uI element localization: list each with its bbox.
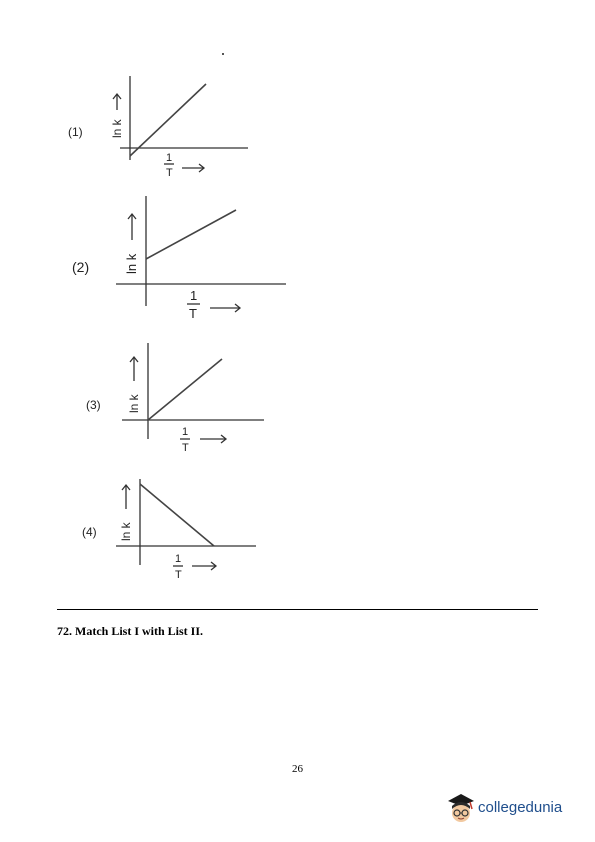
svg-text:1: 1 [175,553,182,565]
section-divider [57,609,538,610]
graph-4 [60,465,270,590]
graph-4-label: (4) [82,525,97,539]
graph-1-y-axis-label [110,94,124,138]
graph-3 [60,335,280,465]
svg-text:1: 1 [182,426,189,438]
svg-text:ln k: ln k [124,253,139,274]
graph-1-label: (1) [68,125,83,139]
graph-4-plot-line [140,484,214,546]
graph-3-x-axis-label [180,426,226,454]
graph-4-y-axis-label [119,485,133,541]
svg-text:T: T [182,442,189,454]
svg-text:ln k: ln k [127,394,141,413]
svg-text:ln k: ln k [110,119,124,138]
collegedunia-logo [444,789,589,829]
svg-text:T: T [189,306,197,321]
logo-wordmark: collegedunia [478,799,563,816]
svg-text:T: T [175,569,182,581]
mascot-icon [444,789,478,829]
graph-2-x-axis-label [187,288,240,321]
svg-text:T: T [166,167,173,179]
graph-3-y-axis-label [127,357,141,413]
page-number: 26 [292,763,303,775]
svg-text:1: 1 [190,288,198,303]
graph-1-x-axis-label [164,152,204,179]
svg-text:1: 1 [166,152,173,164]
graph-2 [60,188,300,328]
stray-dot [222,53,224,55]
graph-3-plot-line [148,359,222,420]
graph-2-plot-line [146,210,236,259]
svg-text:ln k: ln k [119,522,133,541]
graph-1 [60,70,260,190]
graph-3-label: (3) [86,398,101,412]
graph-2-y-axis-label [124,214,139,274]
graph-1-plot-line [130,84,206,156]
question-72-heading: 72. Match List I with List II. [57,624,204,638]
graph-2-label: (2) [72,259,90,275]
graph-4-x-axis-label [173,553,216,581]
